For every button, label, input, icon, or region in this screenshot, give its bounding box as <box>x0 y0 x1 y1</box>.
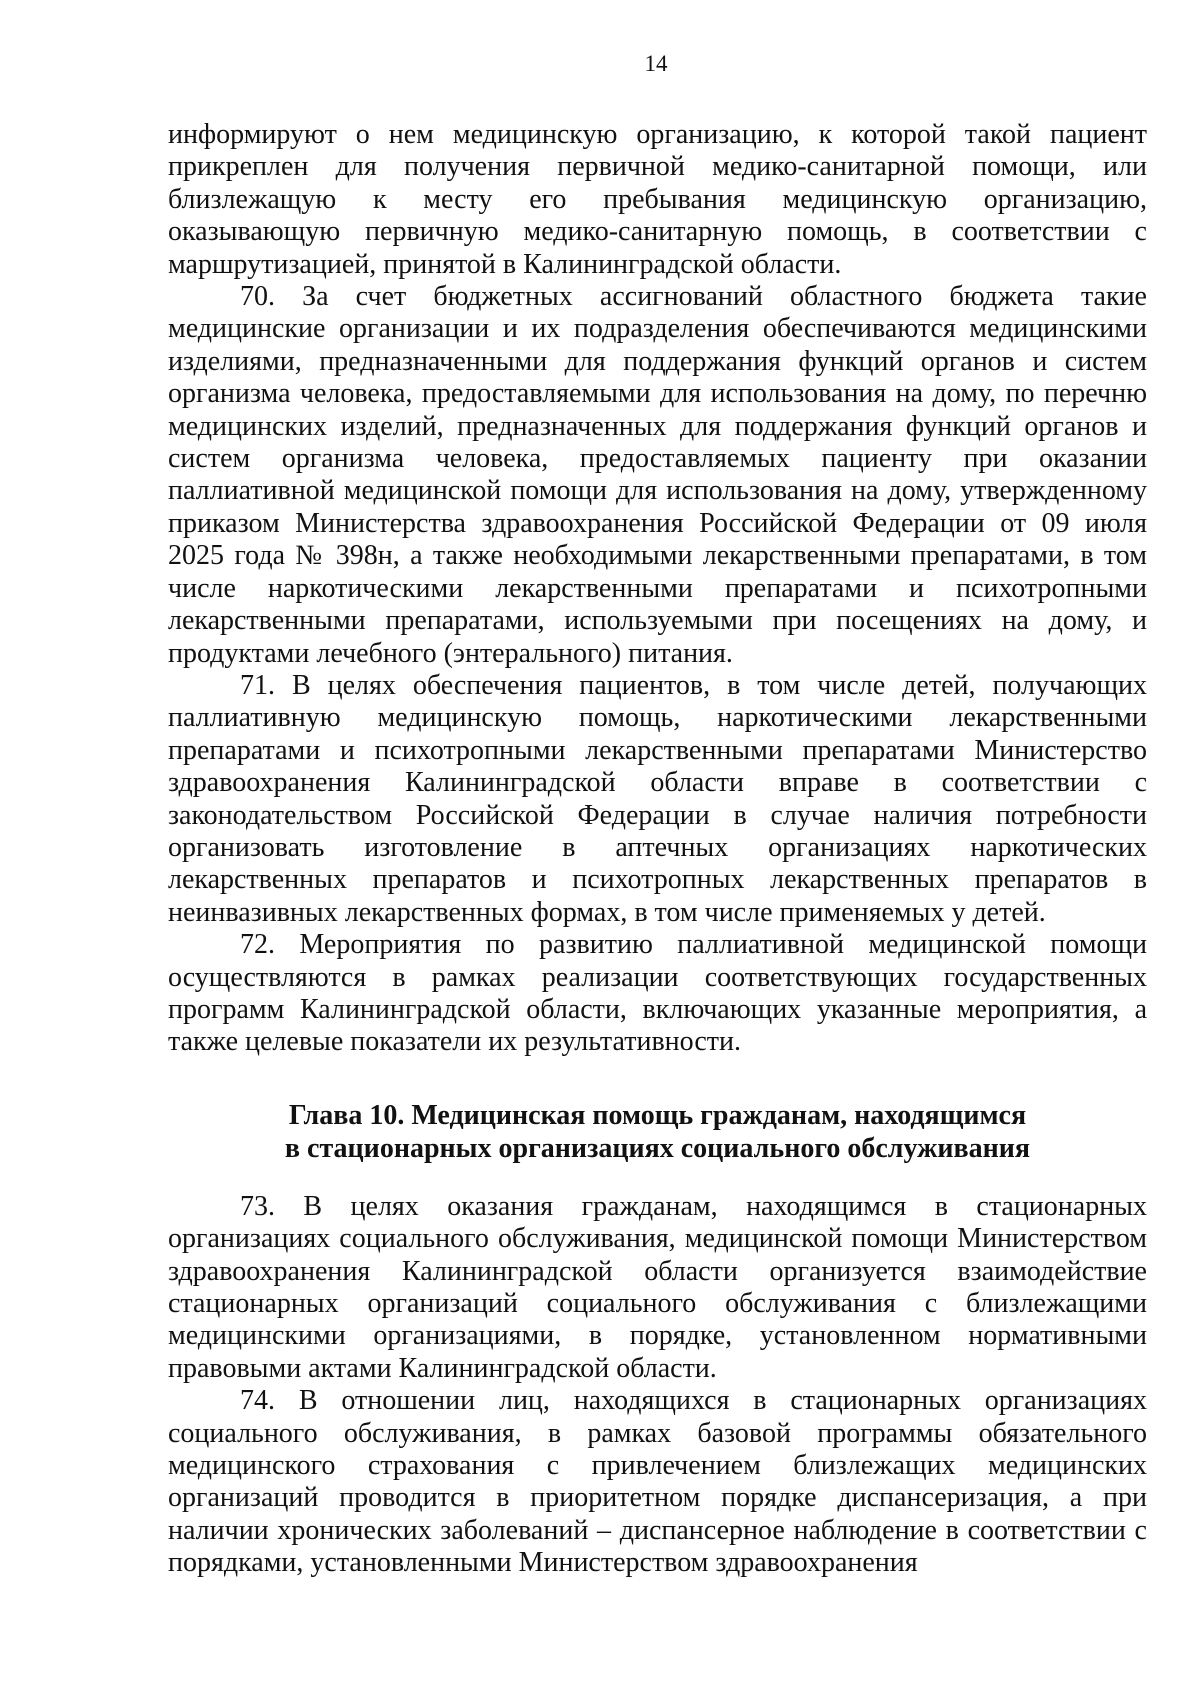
paragraph-continuation: информируют о нем медицинскую организацию, к которой такой пациент прикреплен для получения первичной медико-санитарной помощи, или близлежащую к месту его пребывания медицинскую организацию, оказывающую первичную медико-санитарную помощь, в соответствии с маршрутизацией, принятой в Калининградской области. <box>168 119 1147 280</box>
chapter-heading-line-1: Глава 10. Медицинская помощь гражданам, находящимся <box>288 1099 1027 1131</box>
paragraph-70: 70. За счет бюджетных ассигнований областного бюджета такие медицинские организации и их подразделения обеспечиваются медицинскими изделиями, предназначенными для поддержания функций органов и систем организма человека, предоставляемыми для использования на дому, по перечню медицинских изделий, предназначенных для поддержания функций органов и систем организма человека, предоставляемых пациенту при оказании паллиативной медицинской помощи для использования на дому, утвержденному приказом Министерства здравоохранения Российской Федерации от 09 июля 2025 года № 398н, а также необходимыми лекарственными препаратами, в том числе наркотическими лекарственными препаратами и психотропными лекарственными препаратами, используемыми при посещениях на дому, и продуктами лечебного (энтерального) питания. <box>168 281 1147 669</box>
chapter-heading-line-2: в стационарных организациях социального обслуживания <box>284 1132 1031 1164</box>
paragraph-71: 71. В целях обеспечения пациентов, в том числе детей, получающих паллиативную медицинскую помощь, наркотическими лекарственными препаратами и психотропными лекарственными препаратами Министерство здравоохранения Калининградской области вправе в соответствии с законодательством Российской Федерации в случае наличия потребности организовать изготовление в аптечных организациях наркотических лекарственных препаратов и психотропных лекарственных препаратов в неинвазивных лекарственных формах, в том числе применяемых у детей. <box>168 669 1147 928</box>
page-number: 14 <box>644 51 668 76</box>
chapter-heading <box>168 1099 1147 1165</box>
paragraph-72: 72. Мероприятия по развитию паллиативной медицинской помощи осуществляются в рамках реализации соответствующих государственных программ Калининградской области, включающих указанные мероприятия, а также целевые показатели их результативности. <box>168 929 1147 1058</box>
paragraph-74: 74. В отношении лиц, находящихся в стационарных организациях социального обслуживания, в рамках базовой программы обязательного медицинского страхования с привлечением близлежащих медицинских организаций проводится в приоритетном порядке диспансеризация, а при наличии хронических заболеваний – диспансерное наблюдение в соответствии с порядками, установленными Министерством здравоохранения <box>168 1385 1147 1579</box>
paragraph-73: 73. В целях оказания гражданам, находящимся в стационарных организациях социального обслуживания, медицинской помощи Министерством здравоохранения Калининградской области организуется взаимодействие стационарных организаций социального обслуживания с близлежащими медицинскими организациями, в порядке, установленном нормативными правовыми актами Калининградской области. <box>168 1190 1147 1384</box>
document-body <box>168 119 1147 1580</box>
